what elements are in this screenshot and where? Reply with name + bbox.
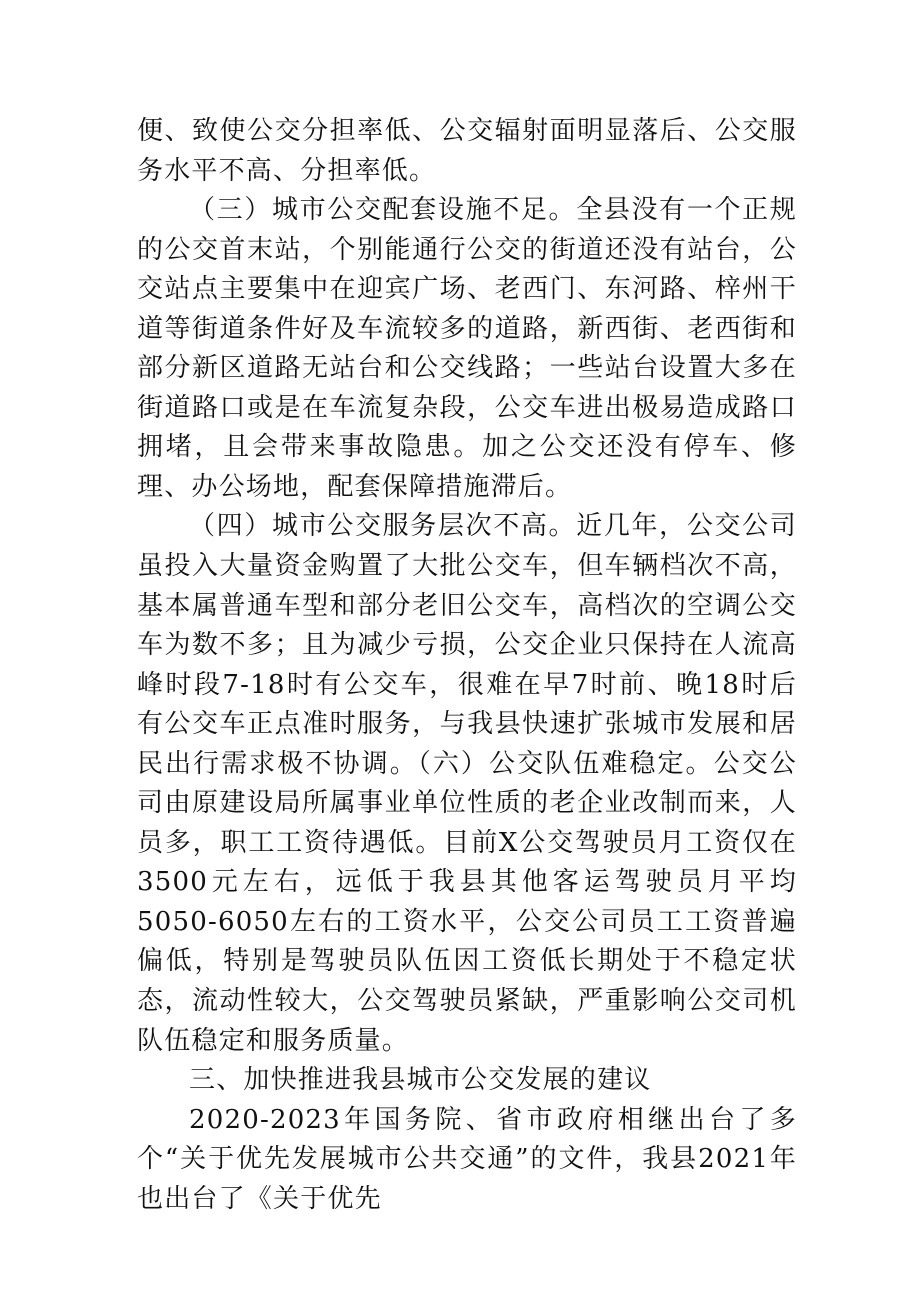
section-heading-suggestions: 三、加快推进我县城市公交发展的建议 — [189, 1065, 652, 1096]
paragraph-policy-background: 2020-2023年国务院、省市政府相继出台了多个“关于优先发展城市公共交通”的文件，我县2021年也出台了《关于优先 — [137, 1104, 797, 1214]
paragraph-section-4: （四）城市公交服务层次不高。近几年，公交公司虽投入大量资金购置了大批公交车，但车辆档次不高，基本属普通车型和部分老旧公交车，高档次的空调公交车为数不多；且为减少亏损，公交企业只保持在人流高峰时段7-18时有公交车，很难在早7时前、晚18时后有公交车正点准时服务，与我县快速扩张城市发展和居民出行需求极不协调。（六）公交队伍难稳定。公交公司由原建设局所属事业单位性质的老企业改制而来，人员多，职工工资待遇低。目前X公交驾驶员月工资仅在3500元左右，远低于我县其他客运驾驶员月平均5050-6050左右的工资水平，公交公司员工工资普遍偏低，特别是驾驶员队伍因工资低长期处于不稳定状态，流动性较大，公交驾驶员紧缺，严重影响公交司机队伍稳定和服务质量。 — [137, 511, 797, 1056]
document-body — [137, 112, 797, 1219]
paragraph-section-3: （三）城市公交配套设施不足。全县没有一个正规的公交首末站，个别能通行公交的街道还没有站台，公交站点主要集中在迎宾广场、老西门、东河路、梓州干道等街道条件好及车流较多的道路，新西街、老西街和部分新区道路无站台和公交线路；一些站台设置大多在街道路口或是在车流复杂段，公交车进出极易造成路口拥堵，且会带来事故隐患。加之公交还没有停车、修理、办公场地，配套保障措施滞后。 — [137, 195, 797, 502]
paragraph-continuation: 便、致使公交分担率低、公交辐射面明显落后、公交服务水平不高、分担率低。 — [137, 116, 797, 186]
